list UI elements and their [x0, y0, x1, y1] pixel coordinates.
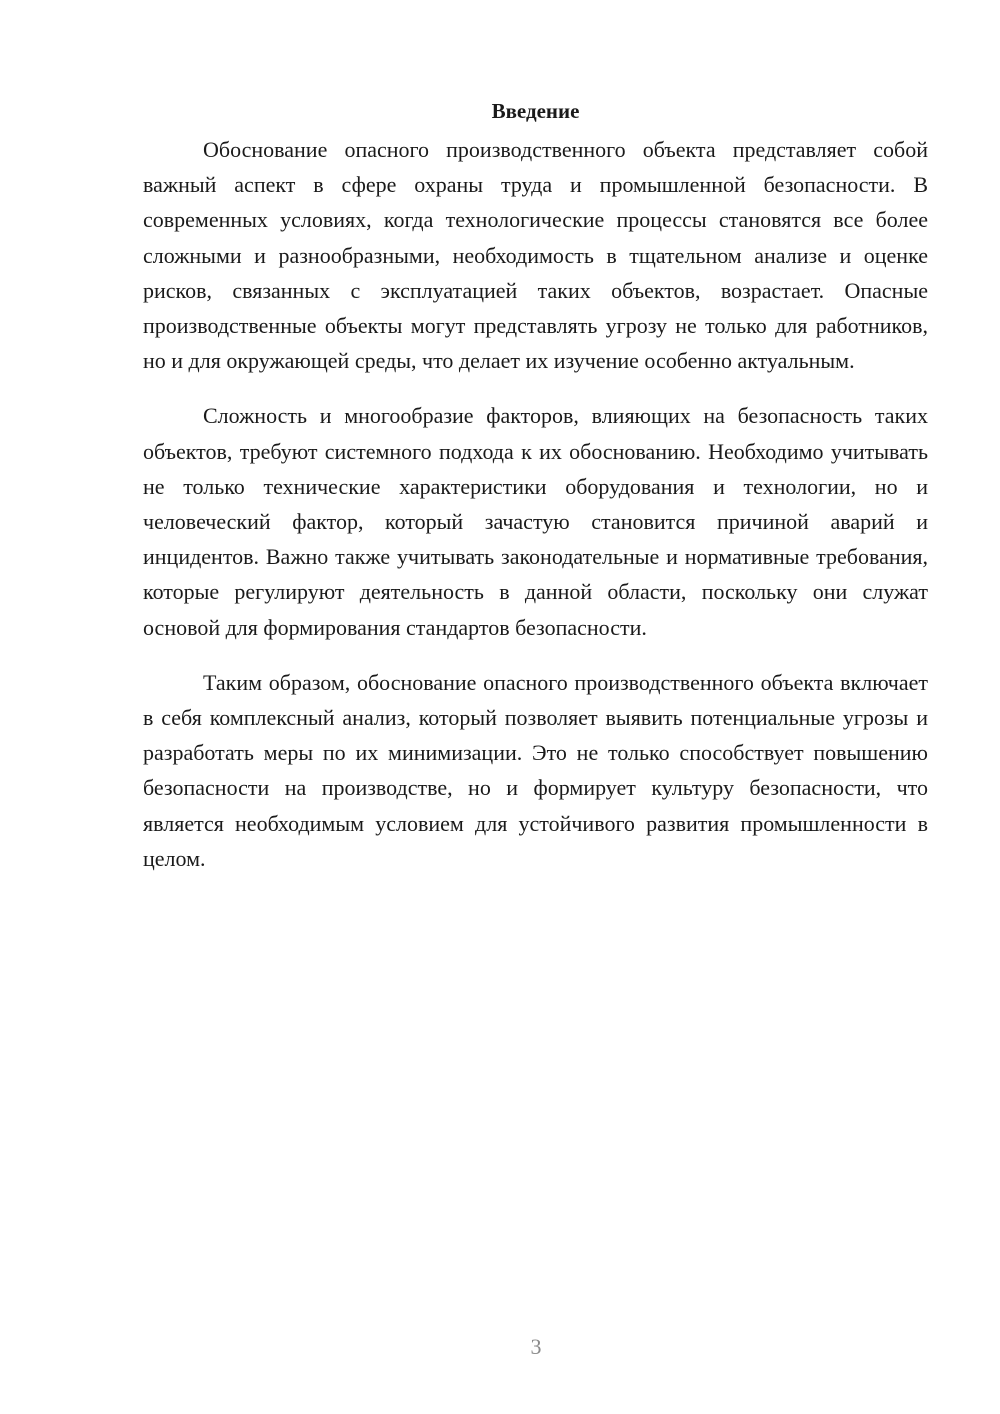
paragraph-1: Обоснование опасного производственного объекта представляет собой важный аспект в сфере охраны труда и промышленной безопасности. В современных условиях, когда технологические процессы становятся все более сложными и разнообразными, необходимость в тщательном анализе и оценке рисков, связанных с эксплуатацией таких объектов, возрастает. Опасные производственные объекты могут представлять угрозу не только для работников, но и для окружающей среды, что делает их изучение особенно актуальным. [143, 137, 928, 374]
section-title: Введение [491, 99, 580, 123]
paragraph-3: Таким образом, обоснование опасного производственного объекта включает в себя комплексный анализ, который позволяет выявить потенциальные угрозы и разработать меры по их минимизации. Это не только способствует повышению безопасности на производстве, но и формирует культуру безопасности, что является необходимым условием для устойчивого развития промышленности в целом. [143, 669, 928, 871]
page-number: 3 [530, 1334, 542, 1359]
page-content [143, 96, 928, 896]
paragraph-2: Сложность и многообразие факторов, влияющих на безопасность таких объектов, требуют системного подхода к их обоснованию. Необходимо учитывать не только технические характеристики оборудования и технологии, но и человеческий фактор, который зачастую становится причиной аварий и инцидентов. Важно также учитывать законодательные и нормативные требования, которые регулируют деятельность в данной области, поскольку они служат основой для формирования стандартов безопасности. [143, 403, 928, 640]
